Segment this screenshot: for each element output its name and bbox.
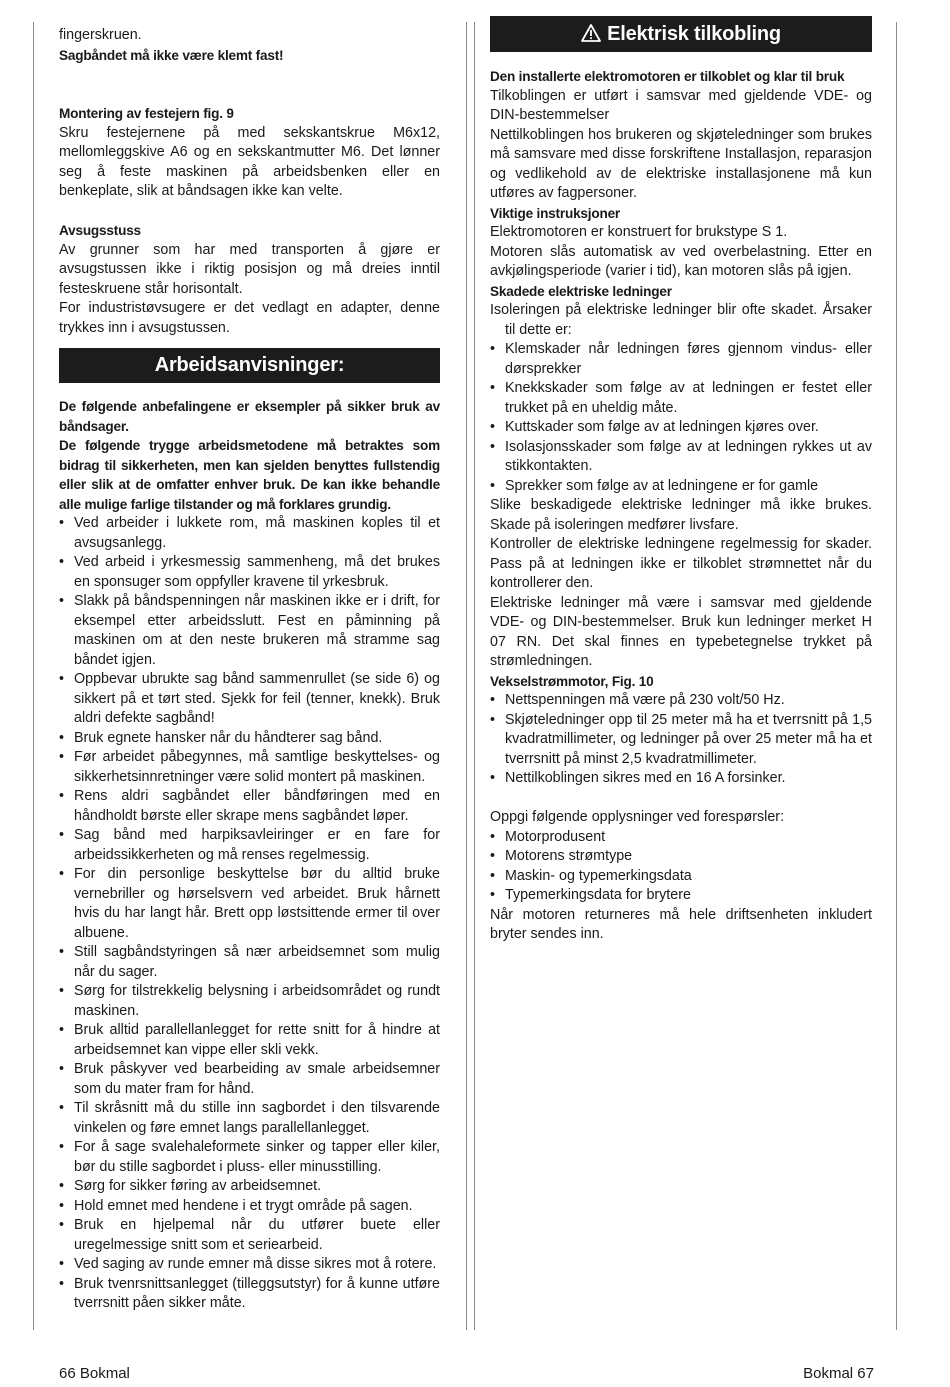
damaged-text-1: Slike beskadigede elektriske ledninger må ikke brukes. Skade på isoleringen medfører livsfare. (490, 497, 872, 533)
list-item: • Slakk på båndspenningen når maskinen ikke er i drift, for eksempel etter arbeidsslutt. Fest en påminning på maskinen om at den neste brukeren må stramme sag båndet igjen. (59, 592, 440, 670)
installed-text: Tilkoblingen er utført i samsvar med gjeldende VDE- og DIN-bestemmelser (490, 87, 872, 123)
info-list (490, 828, 872, 906)
exhaust-section (59, 221, 440, 338)
list-item: • For din personlige beskyttelse bør du alltid bruke vernebriller og hørselsvern ved arbeidet. Bruk hårnett hvis du har langt hår. Brett opp løstsittende ermer til over albuene. (59, 865, 440, 943)
left-margin-rule (33, 22, 34, 1330)
mounting-section (59, 104, 440, 202)
list-item: • Sørg for sikker føring av arbeidsemnet. (59, 1177, 440, 1197)
section-title-work-instructions: Arbeidsanvisninger: (59, 348, 440, 383)
damaged-intro: Isoleringen på elektriske ledninger blir ofte skadet. Årsaker til dette er: (490, 302, 872, 338)
list-item: • Sørg for tilstrekkelig belysning i arbeidsområdet og rundt maskinen. (59, 982, 440, 1021)
list-item: • Motorens strømtype (490, 847, 872, 867)
list-item: • Bruk tvenrsnittsanlegget (tilleggsutstyr) for å kunne utføre tverrsnitt påen sikker måte. (59, 1275, 440, 1314)
work-intro-1: De følgende anbefalingene er eksempler på sikker bruk av båndsager. (59, 399, 440, 434)
installed-text-2: Nettilkoblingen hos brukeren og skjøteledninger som brukes må samsvare med disse forskriftene Installasjon, reparasjon og vedlikehold av de elektriske installasjonene må kun utføres av fagpersoner. (490, 126, 872, 201)
installed-heading: Den installerte elektromotoren er tilkoblet og klar til bruk (490, 69, 845, 84)
list-item: • Ved saging av runde emner må disse sikres mot å rotere. (59, 1255, 440, 1275)
right-margin-rule (896, 22, 897, 1330)
list-item: • Bruk en hjelpemal når du utfører buete eller uregelmessige snitt som et seriearbeid. (59, 1216, 440, 1255)
info-intro: Oppgi følgende opplysninger ved forespørsler: (490, 809, 785, 825)
intro-warning: Sagbåndet må ikke være klemt fast! (59, 47, 284, 63)
list-item: • Skjøteledninger opp til 25 meter må ha et tverrsnitt på 1,5 kvadratmillimeter, og ledninger på over 25 meter må ha et tverrsnitt på minst 2,5 kvadratmillimeter. (490, 711, 872, 770)
section-title-electrical (490, 16, 872, 52)
exhaust-heading: Avsugsstuss (59, 223, 141, 238)
return-text: Når motoren returneres må hele driftsenheten inkludert bryter sendes inn. (490, 906, 872, 942)
list-item: • Kuttskader som følge av at ledningen kjøres over. (490, 418, 872, 438)
page-number-right: Bokmal 67 (803, 1365, 874, 1382)
list-item: • Sag bånd med harpiksavleiringer er en fare for arbeidssikkerheten og må renses regelmessig. (59, 826, 440, 865)
list-item: • Nettilkoblingen sikres med en 16 A forsinker. (490, 769, 872, 789)
list-item: • Isolasjonsskader som følge av at ledningen rykkes ut av stikkontakten. (490, 438, 872, 477)
list-item: • Knekkskader som følge av at ledningen er festet eller trukket på en uheldig måte. (490, 379, 872, 418)
work-intro-2: De følgende trygge arbeidsmetodene må betraktes som bidrag til sikkerheten, men kan sjelden benyttes fullstendig eller slik at de omfatter enhver bruk. De kan ikke behandle alle mulige farlige tilstander og må forklares grundig. (59, 438, 440, 512)
list-item: • Oppbevar ubrukte sag bånd sammenrullet (se side 6) og sikkert på et tørt sted. Sjekk for feil (tenner, knekk). Bruk aldri defekte sagbånd! (59, 670, 440, 729)
list-item: • Typemerkingsdata for brytere (490, 886, 872, 906)
list-item: • Hold emnet med hendene i et trygt område på sagen. (59, 1197, 440, 1217)
section-title-electrical-label: Elektrisk tilkobling (607, 23, 781, 45)
mounting-text: Skru festejernene på med sekskantskrue M6x12, mellomleggskive A6 og en sekskantmutter M6. Det lønner seg å feste maskinen på arbeidsbenken eller en benkeplate, slik at båndsagen ikke kan velte. (59, 124, 440, 199)
list-item: • Bruk alltid parallellanlegget for rette snitt for å hindre at arbeidsemnet kan vippe eller skli vekk. (59, 1021, 440, 1060)
exhaust-text-adapter: For industristøvsugere er det vedlagt en adapter, denne trykkes inn i avsugstussen. (59, 300, 440, 336)
list-item: • Sprekker som følge av at ledningene er for gamle (490, 477, 872, 497)
exhaust-text: Av grunner som har med transporten å gjøre er avsugstussen ikke i riktig posisjon og må dreies inntil festeskruene står horisontalt. (59, 241, 440, 297)
center-rule-right (474, 22, 475, 1330)
list-item: • Klemskader når ledningen føres gjennom vindus- eller dørsprekker (490, 340, 872, 379)
list-item: • Ved arbeid i yrkesmessig sammenheng, må det brukes en sponsuger som oppfyller kravene til yrkesbruk. (59, 553, 440, 592)
important-text-1: Elektromotoren er konstruert for brukstype S 1. (490, 224, 788, 240)
list-item: • Bruk egnete hansker når du håndterer sag bånd. (59, 729, 440, 749)
right-column (490, 16, 872, 945)
list-item: • Maskin- og typemerkingsdata (490, 867, 872, 887)
important-text-2: Motoren slås automatisk av ved overbelastning. Etter en avkjølingsperiode (varier i tid), kan motoren slås på igjen. (490, 243, 872, 279)
work-instructions-list (59, 514, 440, 1314)
list-item: • Still sagbåndstyringen så nær arbeidsemnet som mulig når du sager. (59, 943, 440, 982)
center-rule-left (466, 22, 467, 1330)
important-heading: Viktige instruksjoner (490, 205, 621, 221)
damaged-text-3: Elektriske ledninger må være i samsvar med gjeldende VDE- og DIN-bestemmelser. Bruk kun ledninger merket H 07 RN. Det skal finnes en typebetegnelse trykket på strømledningen. (490, 594, 872, 669)
warning-triangle-icon (581, 18, 601, 54)
ac-motor-heading: Vekselstrømmotor, Fig. 10 (490, 673, 654, 689)
left-column (59, 26, 440, 1314)
list-item: • Nettspenningen må være på 230 volt/50 Hz. (490, 691, 872, 711)
list-item: • Motorprodusent (490, 828, 872, 848)
intro-line: fingerskruen. (59, 27, 142, 43)
page-number-left: 66 Bokmal (59, 1365, 130, 1382)
mounting-heading: Montering av festejern fig. 9 (59, 106, 234, 121)
damaged-heading: Skadede elektriske ledninger (490, 283, 672, 299)
list-item: • Til skråsnitt må du stille inn sagbordet i den tilsvarende vinkelen og føre emnet langs parallellanlegget. (59, 1099, 440, 1138)
list-item: • Før arbeidet påbegynnes, må samtlige beskyttelses- og sikkerhetsinnretninger være solid montert på maskinen. (59, 748, 440, 787)
list-item: • For å sage svalehaleformete sinker og tapper eller kiler, bør du stille sagbordet i pluss- eller minusstilling. (59, 1138, 440, 1177)
ac-motor-list (490, 691, 872, 789)
damaged-list (490, 340, 872, 496)
list-item: • Bruk påskyver ved bearbeiding av smale arbeidsemner som du mater fram for hånd. (59, 1060, 440, 1099)
damaged-text-2: Kontroller de elektriske ledningene regelmessig for skader. Pass på at ledningen ikke er tilkoblet strømnettet når du kontrollerer den. (490, 536, 872, 591)
list-item: • Ved arbeider i lukkete rom, må maskinen koples til et avsugsanlegg. (59, 514, 440, 553)
list-item: • Rens aldri sagbåndet eller båndføringen med en håndholdt børste eller skrape mens sagbåndet løper. (59, 787, 440, 826)
